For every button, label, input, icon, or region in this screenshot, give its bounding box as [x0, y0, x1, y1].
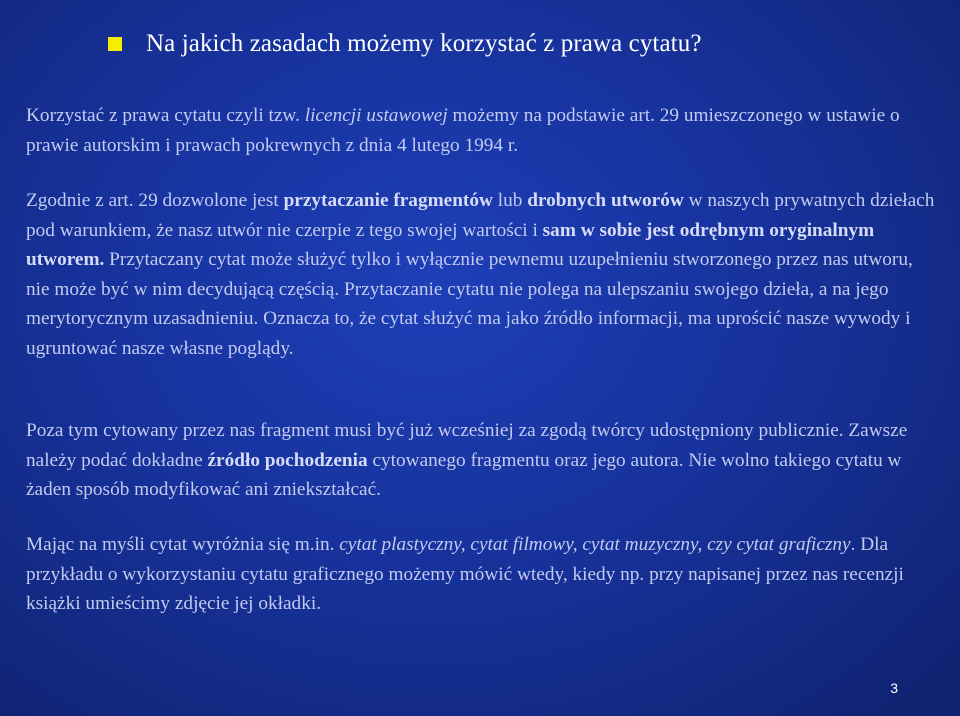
slide-title: Na jakich zasadach możemy korzystać z prawa cytatu? [146, 30, 702, 57]
p4-text-a: Mając na myśli cytat wyróżnia się m.in. [26, 534, 340, 555]
p2-text-e: w naszych prywatnych dziełach pod warunkiem, że nasz utwór nie czerpie z tego swojej wartości i [26, 190, 935, 241]
p2-text-c: lub [492, 190, 528, 211]
paragraph-citation-types [26, 530, 938, 619]
square-bullet-icon [108, 37, 122, 51]
paragraph-legal-basis [26, 101, 938, 160]
p1-text-c: możemy na podstawie art. 29 umieszczonego w ustawie o prawie autorskim i prawach pokrewnych z dnia 4 lutego 1994 r. [26, 105, 900, 156]
p2-bold-fragments: przytaczanie fragmentów [283, 190, 493, 211]
p4-text-c: . Dla przykładu o wykorzystaniu cytatu graficznego możemy mówić wtedy, kiedy np. przy napisanej przez nas recenzji książki umieścimy zdjęcie jej okładki. [26, 534, 904, 614]
p2-text-a: Zgodnie z art. 29 dozwolone jest [26, 190, 284, 211]
p1-italic-term: licencji ustawowej [304, 105, 448, 126]
p3-text-c: cytowanego fragmentu oraz jego autora. Nie wolno takiego cytatu w żaden sposób modyfikować ani zniekształcać. [26, 449, 902, 500]
p3-text-a: Poza tym cytowany przez nas fragment musi być już wcześniej za zgodą twórcy udostępniony publicznie. Zawsze należy podać dokładne [26, 420, 908, 471]
page-number: 3 [890, 680, 898, 696]
p2-bold-original-work: sam w sobie jest odrębnym oryginalnym utworem. [26, 219, 875, 270]
p2-text-g: Przytaczany cytat może służyć tylko i wyłącznie pewnemu uzupełnieniu stworzonego przez nas utworu, nie może być w nim decydującą częścią. Przytaczanie cytatu nie polega na ulepszaniu swojego dzieła, a na jego merytorycznym uzasadnieniu. Oznacza to, że cytat służyć ma jako źródło informacji, ma uprościć nasze wywody i ugruntować nasze własne poglądy. [26, 249, 913, 359]
p4-italic-types: cytat plastyczny, cytat filmowy, cytat muzyczny, czy cytat graficzny [339, 534, 851, 555]
p2-bold-small-works: drobnych utworów [527, 190, 684, 211]
paragraph-source [26, 416, 938, 505]
paragraph-article-29 [26, 186, 938, 363]
title-row [108, 30, 702, 58]
p3-bold-source: źródło pochodzenia [207, 449, 368, 471]
p1-text-a: Korzystać z prawa cytatu czyli tzw. [26, 105, 305, 126]
